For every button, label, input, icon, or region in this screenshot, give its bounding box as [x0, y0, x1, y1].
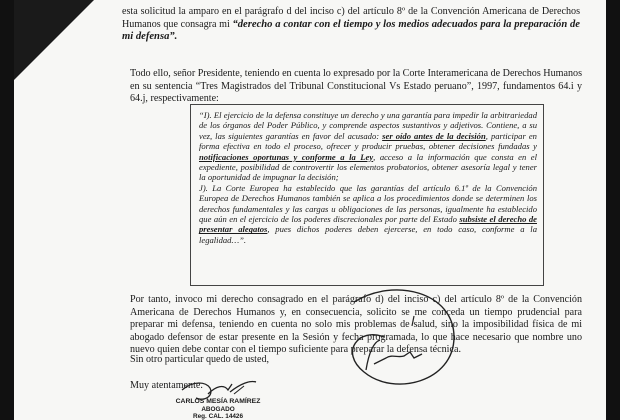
paragraph-top-bold: “derecho a contar con el tiempo y los medios adecuados para la preparación de mi defensa”. [122, 18, 580, 43]
quote-j-start: J). La Corte Europea ha establecido que las garantías del artículo 6.1º de la Convención Europea de Derechos Humanos también se aplica a los procedimientos donde se determinen los derechos fundamentales y las cargas u obligaciones de las personas, igualmente ha establecido que aún en el ejercicio de los poderes discrecionales por parte del Estado [199, 182, 537, 225]
quote-j-underline-1: subsiste el derecho de presentar alegatos [199, 214, 537, 235]
paragraph-context: Todo ello, señor Presidente, teniendo en cuenta lo expresado por la Corte Interamericana de Derechos Humanos en su sentencia “Tres Magistrados del Tribunal Constitucional Vs Estado peruano”, 1997, fundamentos 64.i y 64.j, respectivamente: [130, 68, 582, 105]
paragraph-request: Por tanto, invoco mi derecho consagrado en el parágrafo d) del inciso c) del artículo 8º de la Convención Americana de Derechos Humanos y, en consecuencia, solicito se me conceda un tiempo prudencial para preparar mi defensa, teniendo en cuenta no solo mis problemas de salud, sino la imposibilidad física de mi abogado defensor de estar presente en la Sesión y fecha programada, lo que hace necesario que nombre uno nuevo quien debe contar con el tiempo suficiente para preparar la defensa técnica. [130, 294, 582, 356]
lawyer-stamp [168, 398, 268, 420]
stamp-registration: Reg. CAL. 14426 [192, 413, 244, 420]
quote-i-underline-1: ser oído antes de la decisión [382, 130, 486, 141]
torn-corner-shadow [14, 0, 94, 80]
document-page [14, 0, 606, 420]
handwritten-signature [314, 282, 464, 402]
closing-line: Sin otro particular quedo de usted, [130, 354, 270, 365]
quote-j-end: , pues dichos poderes deben ejercerse, en todo caso, conforme a la legalidad…”. [199, 224, 537, 245]
farewell-visible: Muy atentamente. [130, 380, 203, 391]
quote-i-underline-2: notificaciones oportunas y conforme a la Ley [199, 151, 374, 162]
stamp-name: CARLOS MESÍA RAMÍREZ [175, 398, 261, 405]
stamp-title: ABOGADO [201, 405, 235, 413]
quote-i-end: , acceso a la información que consta en el expediente, posibilidad de controvertir los elementos probatorios, obtener asesoría legal y tener la oportunidad de impugnar la decisión; [199, 151, 537, 183]
quote-i-mid: , participar en forma efectiva en todo el proceso, ofrecer y producir pruebas, obtener decisiones fundadas y [199, 130, 537, 152]
quote-i-start: “I). El ejercicio de la defensa constituye un derecho y una garantía para impedir la arbitrariedad de los órganos del Poder Público, y comprende aspectos sustantivos y adjetivos. Contiene, a su vez, las siguientes garantías en favor del acusado: [199, 110, 537, 141]
quoted-jurisprudence [190, 104, 544, 286]
paragraph-top-plain: esta solicitud la amparo en el parágrafo d del inciso c) del artículo 8º de la Convención Americana de Derechos Humanos que consagra mi [122, 6, 580, 30]
paragraph-top [122, 6, 580, 44]
